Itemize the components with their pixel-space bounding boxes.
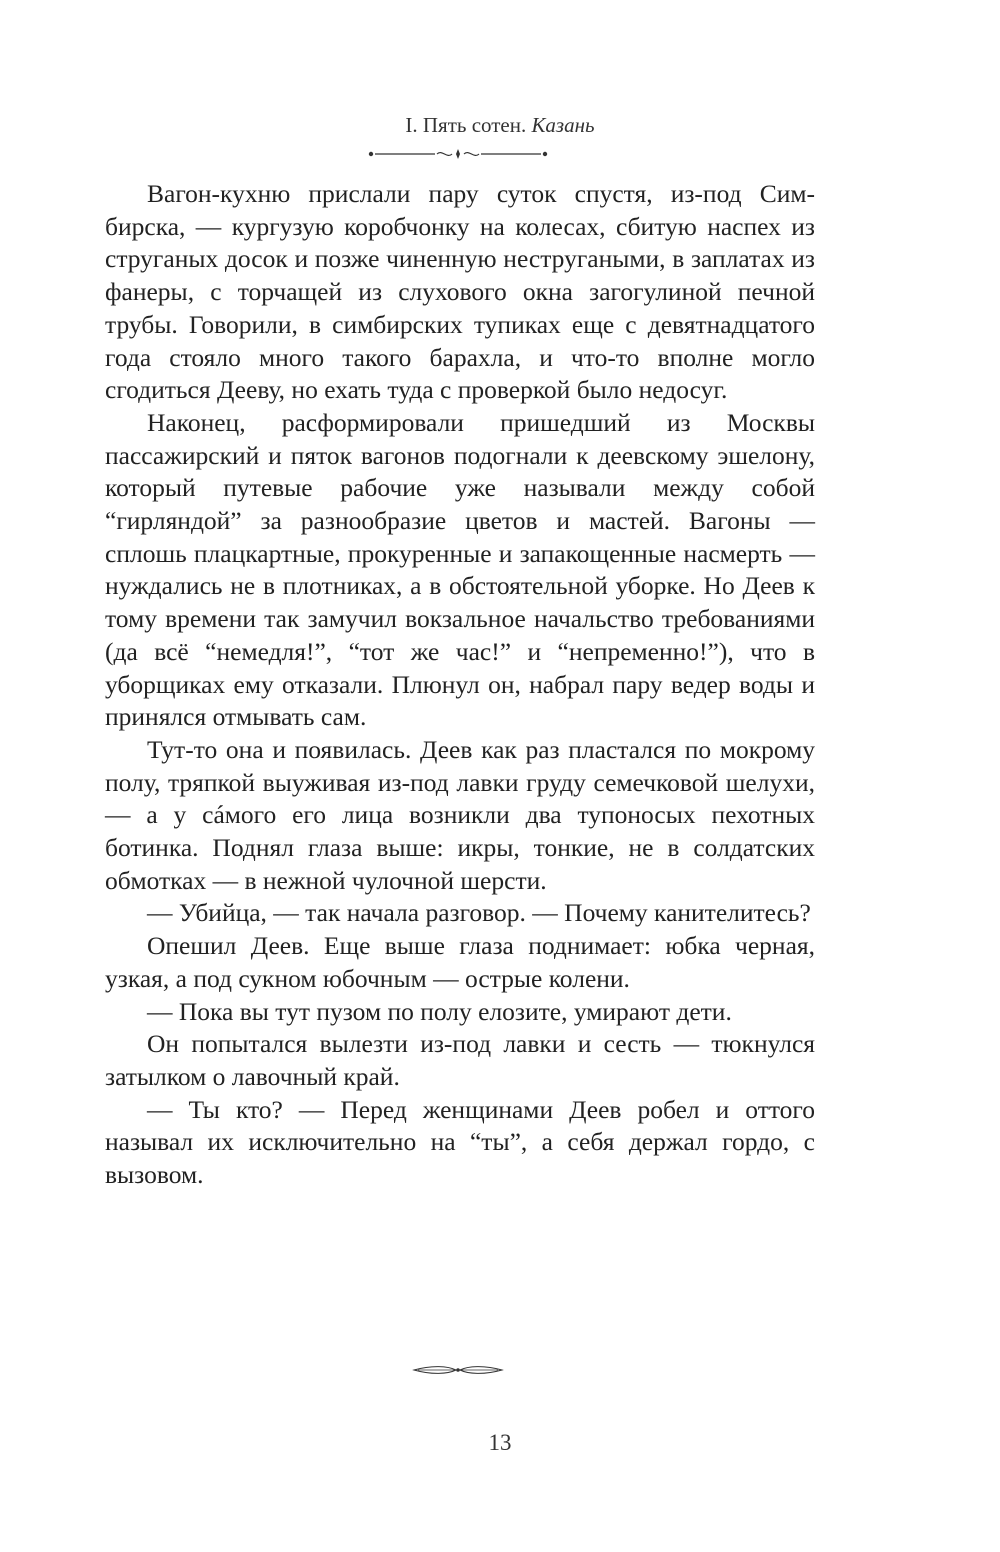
paragraph: Опешил Деев. Еще выше глаза поднимает: юбка черная, узкая, а под сукном юбочным — острые колени.: [105, 931, 815, 993]
footer-ornament-icon: [412, 1363, 504, 1377]
running-head-section: I. Пять сотен.: [405, 113, 527, 137]
paragraph: Вагон-кухню прислали пару суток спустя, из-под Симбирска, — кургузую коробчонку на колесах, сбитую наспех из струганых досок и позже чиненную нестругаными, в заплатах из фанеры, с торчащей из слухового окна загогулиной печной трубы. Говорили, в симбирских тупиках еще с девятнадцатого года стояло много такого барахла, и что-то вполне могло сгодиться Дееву, но ехать туда с проверкой было недосуг.: [105, 179, 815, 405]
page-number: 13: [488, 1430, 512, 1455]
paragraph: Тут-то она и появилась. Деев как раз пластался по мокрому полу, тряпкой выуживая из-под лавки груду семечковой шелухи, — а у сáмого его лица возникли два тупоносых пехотных ботинка. Поднял глаза выше: икры, тонкие, не в солдатских обмотках — в нежной чулочной шерсти.: [105, 734, 815, 895]
body-text: [105, 178, 815, 1192]
paragraph: — Убийца, — так начала разговор. — Почему канителитесь?: [147, 898, 811, 928]
running-head: [0, 113, 1000, 138]
running-head-place: Казань: [531, 113, 595, 137]
paragraph: Он попытался вылезти из-под лавки и сесть — тюкнулся затылком о лавочный край.: [105, 1029, 815, 1091]
paragraph: — Пока вы тут пузом по полу елозите, умирают дети.: [147, 996, 732, 1026]
header-ornament-icon: [367, 147, 549, 161]
paragraph: Наконец, расформировали пришедший из Москвы пассажирский и пяток вагонов подогнали к деевскому эшелону, который путевые рабочие уже называли между собой “гирляндой” за разнообразие цветов и мастей. Вагоны — сплошь плацкартные, прокуренные и запакощенные насмерть — нуждались не в плотниках, а в обстоятельной уборке. Но Деев к тому времени так замучил вокзальное начальство требованиями (да всё “немедля!”, “тот же час!” и “непременно!”), что в уборщиках ему отказали. Плюнул он, набрал пару ведер воды и принялся отмывать сам.: [105, 407, 815, 732]
paragraph: — Ты кто? — Перед женщинами Деев робел и оттого называл их исключительно на “ты”, а себя держал гордо, с вызовом.: [105, 1094, 815, 1190]
